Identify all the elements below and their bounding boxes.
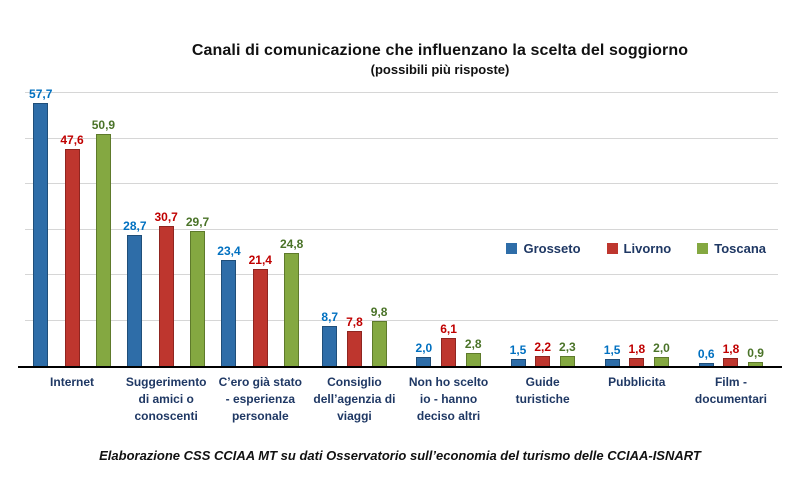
value-label-livorno: 6,1 [440,322,457,337]
plot-area [25,87,778,366]
bar-toscana [560,356,575,366]
value-label-toscana: 2,3 [559,339,576,354]
legend-label-grosseto: Grosseto [523,241,581,256]
value-label-livorno: 21,4 [248,252,272,267]
value-label-grosseto: 1,5 [509,343,527,358]
bar-with-label [249,254,272,366]
bar-group [402,323,496,366]
bar-livorno [629,358,644,366]
bar-with-label [465,338,482,366]
category-labels [25,374,778,424]
bar-livorno [441,338,456,366]
bar-group [684,343,778,366]
value-label-toscana: 9,8 [370,305,388,320]
legend-label-livorno: Livorno [623,241,672,256]
bar-toscana [372,321,387,366]
bar-grosseto [511,359,526,366]
bar-toscana [654,357,669,366]
legend-swatch-livorno [607,243,618,254]
bar-with-label [510,344,527,366]
value-label-grosseto: 8,7 [321,310,339,325]
bar-with-label [653,342,670,366]
value-label-livorno: 1,8 [628,341,646,356]
legend-item-grosseto [506,241,580,256]
value-label-toscana: 2,0 [653,340,670,355]
bar-livorno [159,226,174,366]
legend-swatch-toscana [697,243,708,254]
bar-with-label [371,306,388,366]
bar-with-label [604,344,621,366]
bar-with-label [123,220,146,366]
category-label: Film - documentari [694,375,767,406]
legend-swatch-grosseto [506,243,517,254]
value-label-livorno: 30,7 [154,210,178,225]
chart-title: Canali di comunicazione che influenzano la scelta del soggiorno [191,42,689,59]
bar-with-label [280,238,303,366]
value-label-toscana: 0,9 [747,345,764,360]
bar-with-label [29,88,52,366]
bar-with-label [534,341,551,366]
bar-group [590,342,684,366]
category-label: Internet [50,375,95,389]
bar-toscana [466,353,481,366]
value-label-toscana: 29,7 [185,214,210,229]
value-label-grosseto: 28,7 [123,219,147,234]
legend-label-toscana: Toscana [714,241,766,256]
value-label-toscana: 50,9 [91,118,116,133]
bar-grosseto [605,359,620,366]
value-label-livorno: 1,8 [722,341,740,356]
category-label: Consiglio dell’agenzia di viaggi [313,375,396,423]
source-note: Elaborazione CSS CCIAA MT su dati Osservatorio sull’economia del turismo delle CCIAA-ISNART [99,448,701,463]
bar-groups [25,87,778,366]
bar-with-label [92,119,115,366]
bar-toscana [284,253,299,366]
bar-grosseto [33,103,48,366]
bar-toscana [96,134,111,366]
bar-livorno [723,358,738,366]
bar-livorno [347,331,362,366]
bar-with-label [60,134,83,366]
value-label-livorno: 47,6 [60,133,84,148]
value-label-livorno: 7,8 [346,314,363,329]
bar-group [307,306,401,366]
value-label-toscana: 2,8 [464,337,482,352]
legend-item-toscana [697,241,766,256]
bar-with-label [416,342,433,366]
bar-group [496,341,590,366]
bar-grosseto [127,235,142,366]
bar-with-label [217,245,240,366]
value-label-grosseto: 0,6 [697,347,715,362]
bar-with-label [321,311,338,366]
bar-grosseto [221,260,236,366]
chart-subtitle: (possibili più risposte) [370,62,510,77]
bar-with-label [628,343,645,366]
bar-toscana [190,231,205,366]
value-label-grosseto: 57,7 [29,87,53,102]
value-label-livorno: 2,2 [534,340,552,354]
value-label-grosseto: 23,4 [217,243,241,258]
bar-with-label [747,347,764,366]
bar-grosseto [322,326,337,366]
bar-livorno [65,149,80,366]
bar-with-label [186,216,209,366]
bar-livorno [253,269,268,366]
value-label-grosseto: 2,0 [415,340,433,355]
bar-with-label [440,323,457,366]
category-label: C’ero già stato - esperienza personale [218,375,302,423]
bar-group [119,211,213,366]
bar-livorno [535,356,550,366]
bar-with-label [155,211,178,366]
bar-with-label [723,343,740,366]
bar-with-label [559,341,576,366]
value-label-grosseto: 1,5 [603,343,621,358]
bar-grosseto [416,357,431,366]
chart-header [95,42,785,77]
legend-item-livorno [607,241,672,256]
category-label: Guide turistiche [515,375,570,406]
bar-with-label [698,348,715,366]
bar-group [25,88,119,366]
category-label: Non ho scelto io - hanno deciso altri [408,375,489,423]
bar-group [213,238,307,366]
bar-with-label [346,316,363,366]
legend [506,241,766,256]
category-label: Pubblicita [608,375,666,389]
x-axis-line [18,366,782,368]
category-label: Suggerimento di amici o conoscenti [125,375,207,423]
value-label-toscana: 24,8 [279,237,304,252]
